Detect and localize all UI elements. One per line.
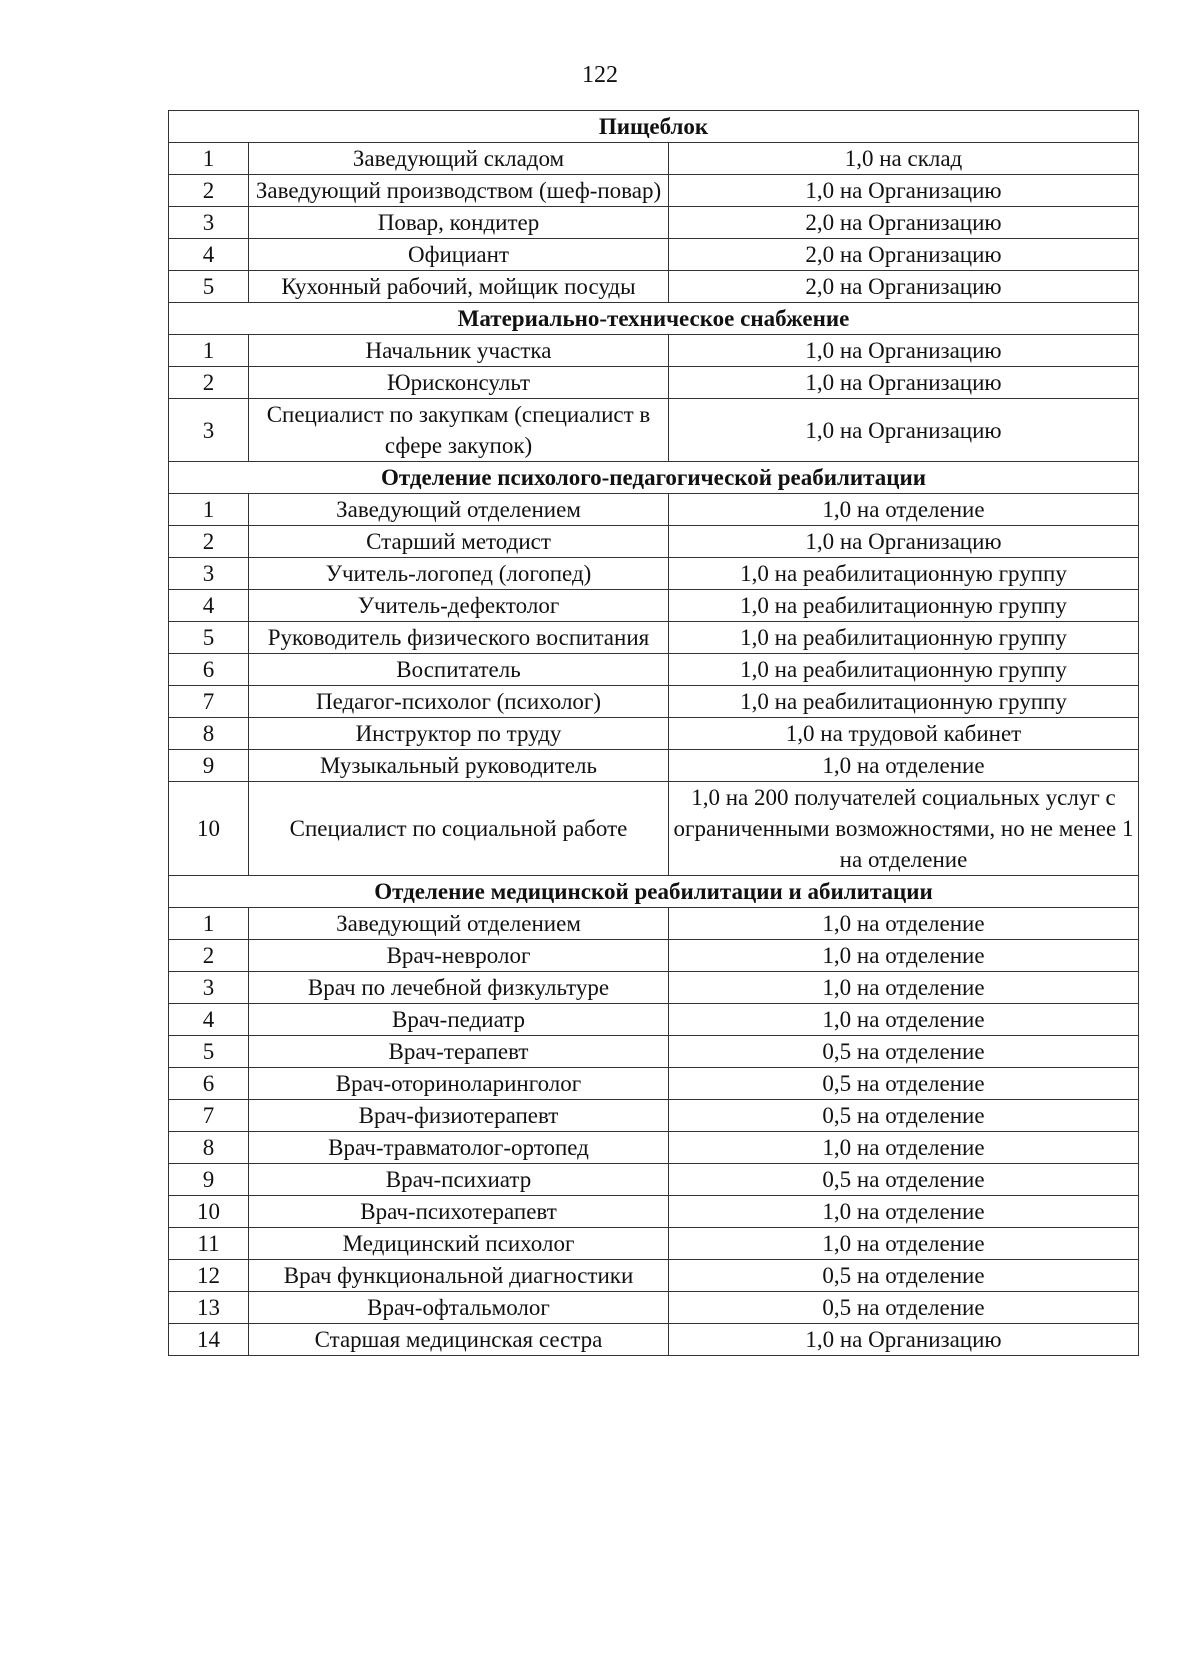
position-name: Врач функциональной диагностики xyxy=(249,1260,669,1292)
table-row xyxy=(169,1260,1139,1292)
row-number: 10 xyxy=(169,1196,249,1228)
table-row xyxy=(169,335,1139,367)
staffing-norm: 1,0 на Организацию xyxy=(669,367,1139,399)
table-row xyxy=(169,908,1139,940)
staffing-norm: 0,5 на отделение xyxy=(669,1068,1139,1100)
position-name: Заведующий отделением xyxy=(249,494,669,526)
position-name: Врач-оториноларинголог xyxy=(249,1068,669,1100)
staffing-norm: 1,0 на отделение xyxy=(669,940,1139,972)
row-number: 3 xyxy=(169,972,249,1004)
position-name: Юрисконсульт xyxy=(249,367,669,399)
row-number: 1 xyxy=(169,908,249,940)
table-row xyxy=(169,143,1139,175)
staffing-norm: 1,0 на отделение xyxy=(669,1132,1139,1164)
row-number: 2 xyxy=(169,940,249,972)
staffing-norm: 2,0 на Организацию xyxy=(669,239,1139,271)
position-name: Врач-офтальмолог xyxy=(249,1292,669,1324)
staffing-norm: 1,0 на Организацию xyxy=(669,526,1139,558)
staffing-norm: 0,5 на отделение xyxy=(669,1292,1139,1324)
staffing-norm: 0,5 на отделение xyxy=(669,1036,1139,1068)
section-header-row xyxy=(169,111,1139,143)
table-row xyxy=(169,622,1139,654)
position-name: Врач-травматолог-ортопед xyxy=(249,1132,669,1164)
position-name: Заведующий производством (шеф-повар) xyxy=(249,175,669,207)
position-name: Врач-психиатр xyxy=(249,1164,669,1196)
section-title: Отделение медицинской реабилитации и абилитации xyxy=(169,876,1139,908)
staffing-norm: 1,0 на 200 получателей социальных услуг с ограниченными возможностями, но не менее 1 на отделение xyxy=(669,782,1139,876)
row-number: 7 xyxy=(169,686,249,718)
staffing-norm: 2,0 на Организацию xyxy=(669,207,1139,239)
row-number: 10 xyxy=(169,782,249,876)
row-number: 1 xyxy=(169,494,249,526)
row-number: 8 xyxy=(169,718,249,750)
staffing-norm: 1,0 на Организацию xyxy=(669,399,1139,462)
staffing-norm: 1,0 на отделение xyxy=(669,1228,1139,1260)
section-header-row xyxy=(169,303,1139,335)
table-row xyxy=(169,526,1139,558)
row-number: 6 xyxy=(169,654,249,686)
staffing-norm: 1,0 на Организацию xyxy=(669,175,1139,207)
position-name: Старший методист xyxy=(249,526,669,558)
position-name: Врач-психотерапевт xyxy=(249,1196,669,1228)
row-number: 12 xyxy=(169,1260,249,1292)
table-row xyxy=(169,940,1139,972)
row-number: 1 xyxy=(169,335,249,367)
position-name: Врач по лечебной физкультуре xyxy=(249,972,669,1004)
row-number: 6 xyxy=(169,1068,249,1100)
table-row xyxy=(169,207,1139,239)
position-name: Старшая медицинская сестра xyxy=(249,1324,669,1356)
row-number: 5 xyxy=(169,1036,249,1068)
position-name: Специалист по социальной работе xyxy=(249,782,669,876)
row-number: 3 xyxy=(169,399,249,462)
row-number: 14 xyxy=(169,1324,249,1356)
row-number: 4 xyxy=(169,590,249,622)
row-number: 7 xyxy=(169,1100,249,1132)
position-name: Повар, кондитер xyxy=(249,207,669,239)
table-row xyxy=(169,1228,1139,1260)
row-number: 1 xyxy=(169,143,249,175)
position-name: Инструктор по труду xyxy=(249,718,669,750)
position-name: Врач-терапевт xyxy=(249,1036,669,1068)
table-row xyxy=(169,1100,1139,1132)
position-name: Кухонный рабочий, мойщик посуды xyxy=(249,271,669,303)
section-title: Пищеблок xyxy=(169,111,1139,143)
position-name: Заведующий складом xyxy=(249,143,669,175)
position-name: Медицинский психолог xyxy=(249,1228,669,1260)
position-name: Руководитель физического воспитания xyxy=(249,622,669,654)
staffing-norm: 1,0 на реабилитационную группу xyxy=(669,622,1139,654)
table-row xyxy=(169,590,1139,622)
table-row xyxy=(169,1036,1139,1068)
staffing-norm: 1,0 на реабилитационную группу xyxy=(669,654,1139,686)
staffing-norm: 0,5 на отделение xyxy=(669,1260,1139,1292)
row-number: 2 xyxy=(169,175,249,207)
position-name: Врач-педиатр xyxy=(249,1004,669,1036)
row-number: 3 xyxy=(169,207,249,239)
position-name: Начальник участка xyxy=(249,335,669,367)
staffing-norm: 1,0 на отделение xyxy=(669,1196,1139,1228)
staffing-table xyxy=(168,110,1139,1356)
position-name: Учитель-дефектолог xyxy=(249,590,669,622)
table-row xyxy=(169,239,1139,271)
row-number: 13 xyxy=(169,1292,249,1324)
row-number: 9 xyxy=(169,1164,249,1196)
section-header-row xyxy=(169,876,1139,908)
row-number: 5 xyxy=(169,622,249,654)
table-row xyxy=(169,175,1139,207)
row-number: 9 xyxy=(169,750,249,782)
row-number: 5 xyxy=(169,271,249,303)
table-row xyxy=(169,1164,1139,1196)
staffing-norm: 1,0 на реабилитационную группу xyxy=(669,686,1139,718)
table-row xyxy=(169,1292,1139,1324)
row-number: 3 xyxy=(169,558,249,590)
table-row xyxy=(169,271,1139,303)
table-row xyxy=(169,654,1139,686)
row-number: 4 xyxy=(169,1004,249,1036)
staffing-table-body xyxy=(169,111,1139,1356)
position-name: Педагог-психолог (психолог) xyxy=(249,686,669,718)
table-row xyxy=(169,972,1139,1004)
table-row xyxy=(169,367,1139,399)
position-name: Заведующий отделением xyxy=(249,908,669,940)
table-row xyxy=(169,718,1139,750)
row-number: 8 xyxy=(169,1132,249,1164)
staffing-norm: 1,0 на трудовой кабинет xyxy=(669,718,1139,750)
staffing-norm: 1,0 на отделение xyxy=(669,750,1139,782)
position-name: Учитель-логопед (логопед) xyxy=(249,558,669,590)
table-row xyxy=(169,1324,1139,1356)
table-row xyxy=(169,558,1139,590)
staffing-norm: 1,0 на отделение xyxy=(669,494,1139,526)
section-title: Материально-техническое снабжение xyxy=(169,303,1139,335)
table-row xyxy=(169,494,1139,526)
table-row xyxy=(169,1004,1139,1036)
staffing-norm: 1,0 на реабилитационную группу xyxy=(669,590,1139,622)
table-row xyxy=(169,750,1139,782)
section-header-row xyxy=(169,462,1139,494)
position-name: Врач-невролог xyxy=(249,940,669,972)
staffing-norm: 1,0 на склад xyxy=(669,143,1139,175)
staffing-norm: 1,0 на реабилитационную группу xyxy=(669,558,1139,590)
staffing-norm: 1,0 на Организацию xyxy=(669,335,1139,367)
position-name: Специалист по закупкам (специалист в сфере закупок) xyxy=(249,399,669,462)
position-name: Официант xyxy=(249,239,669,271)
page-number: 122 xyxy=(582,62,618,88)
position-name: Врач-физиотерапевт xyxy=(249,1100,669,1132)
staffing-norm: 0,5 на отделение xyxy=(669,1164,1139,1196)
row-number: 2 xyxy=(169,526,249,558)
staffing-norm: 1,0 на отделение xyxy=(669,1004,1139,1036)
table-row xyxy=(169,1196,1139,1228)
table-row xyxy=(169,1068,1139,1100)
row-number: 4 xyxy=(169,239,249,271)
row-number: 2 xyxy=(169,367,249,399)
row-number: 11 xyxy=(169,1228,249,1260)
table-row xyxy=(169,1132,1139,1164)
table-row xyxy=(169,399,1139,462)
position-name: Музыкальный руководитель xyxy=(249,750,669,782)
staffing-norm: 1,0 на Организацию xyxy=(669,1324,1139,1356)
table-row xyxy=(169,686,1139,718)
staffing-norm: 2,0 на Организацию xyxy=(669,271,1139,303)
position-name: Воспитатель xyxy=(249,654,669,686)
staffing-norm: 0,5 на отделение xyxy=(669,1100,1139,1132)
table-row xyxy=(169,782,1139,876)
staffing-norm: 1,0 на отделение xyxy=(669,908,1139,940)
section-title: Отделение психолого-педагогической реабилитации xyxy=(169,462,1139,494)
staffing-norm: 1,0 на отделение xyxy=(669,972,1139,1004)
